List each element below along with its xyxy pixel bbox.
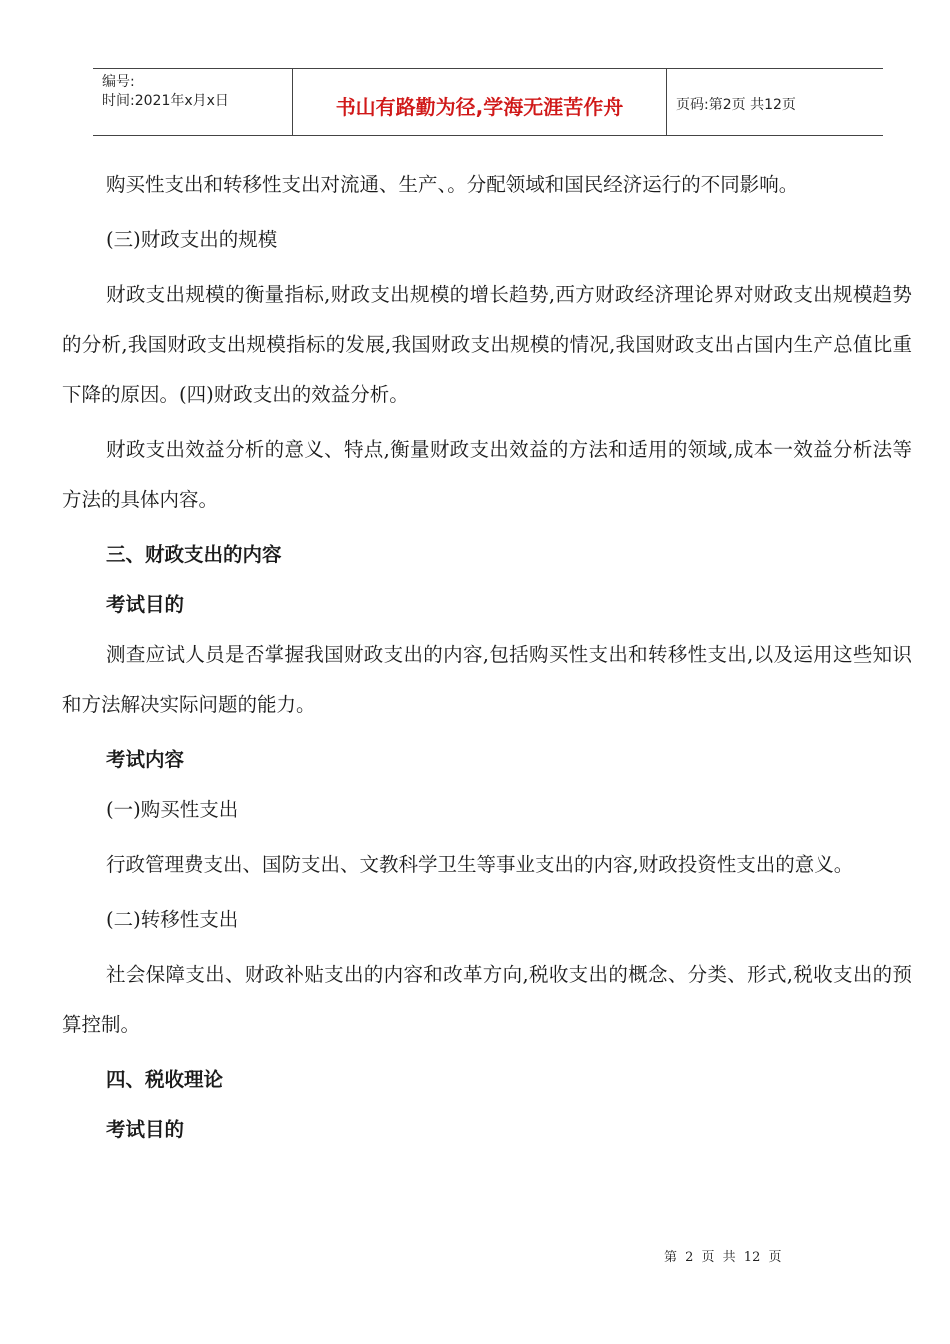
paragraph: 财政支出效益分析的意义、特点,衡量财政支出效益的方法和适用的领域,成本一效益分析法等方法的具体内容。 — [62, 438, 912, 511]
paragraph: 财政支出规模的衡量指标,财政支出规模的增长趋势,西方财政经济理论界对财政支出规模趋势的分析,我国财政支出规模指标的发展,我国财政支出规模的情况,我国财政支出占国内生产总值比重下降的原因。(四)财政支出的效益分析。 — [62, 283, 912, 406]
document-number-label: 编号: — [102, 74, 135, 90]
header-info-cell — [93, 69, 293, 135]
paragraph: 购买性支出和转移性支出对流通、生产、。分配领域和国民经济运行的不同影响。 — [106, 173, 799, 196]
header-page-number: 页码:第2页 共12页 — [676, 97, 796, 113]
paragraph: 行政管理费支出、国防支出、文教科学卫生等事业支出的内容,财政投资性支出的意义。 — [106, 853, 854, 876]
paragraph: 社会保障支出、财政补贴支出的内容和改革方向,税收支出的概念、分类、形式,税收支出的预算控制。 — [62, 963, 912, 1036]
header-motto-cell — [293, 69, 667, 135]
subsection-title: (一)购买性支出 — [106, 798, 239, 821]
page-header — [93, 68, 883, 136]
subsection-title: (二)转移性支出 — [106, 908, 239, 931]
document-body — [62, 160, 912, 1155]
section-heading: 三、财政支出的内容 — [106, 543, 282, 566]
page-footer: 第 2 页 共 12 页 — [664, 1250, 782, 1265]
section-heading: 四、税收理论 — [106, 1068, 224, 1091]
exam-purpose-heading: 考试目的 — [106, 1118, 185, 1141]
document-time-label: 时间:2021年x月x日 — [102, 93, 229, 109]
subsection-title: (三)财政支出的规模 — [106, 228, 278, 251]
exam-content-heading: 考试内容 — [106, 748, 185, 771]
header-motto: 书山有路勤为径,学海无涯苦作舟 — [335, 95, 624, 119]
header-page-cell — [667, 69, 883, 135]
paragraph: 测查应试人员是否掌握我国财政支出的内容,包括购买性支出和转移性支出,以及运用这些知识和方法解决实际问题的能力。 — [62, 643, 912, 716]
exam-purpose-heading: 考试目的 — [106, 593, 185, 616]
